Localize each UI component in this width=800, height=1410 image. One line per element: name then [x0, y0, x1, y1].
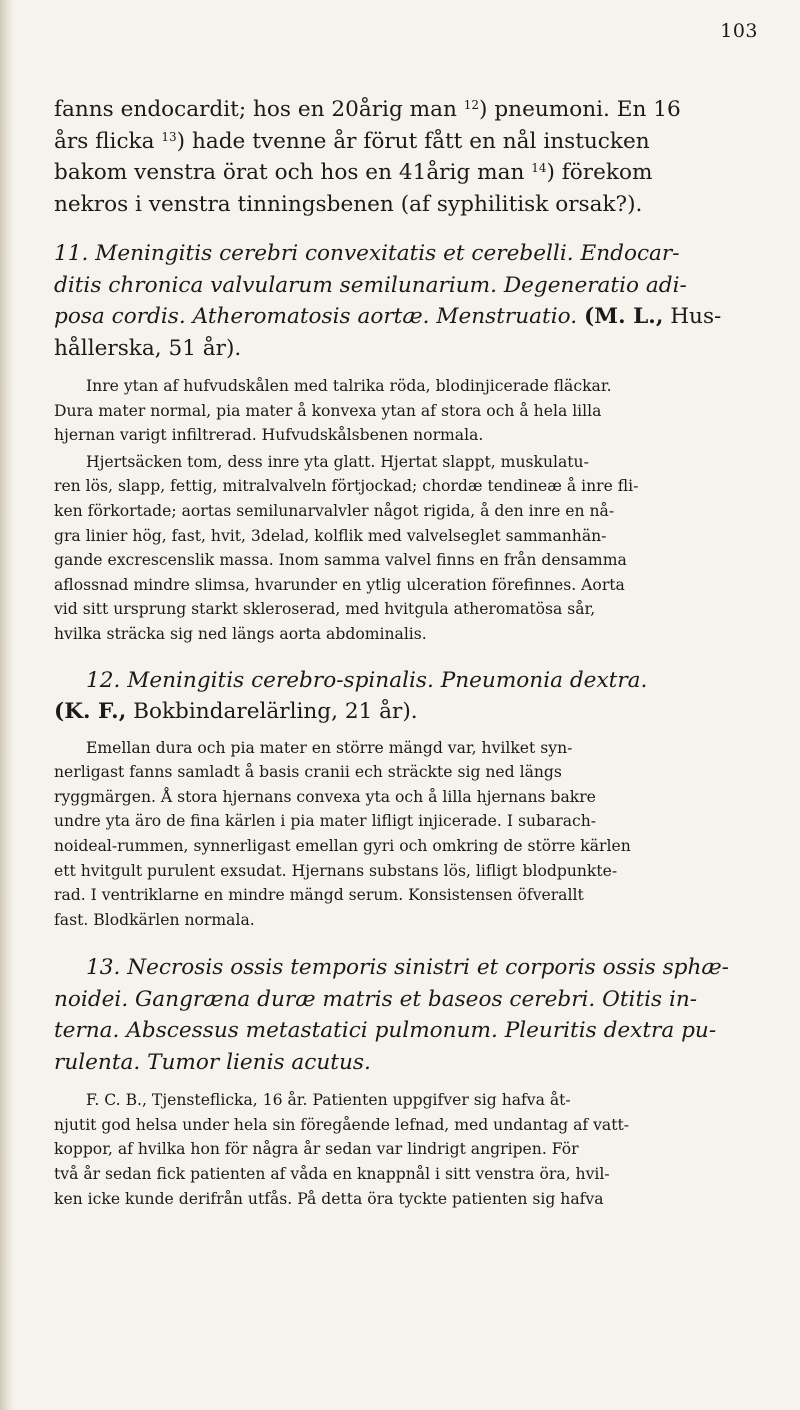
section-11-heart: [54, 450, 760, 647]
section-12-body: [54, 736, 760, 933]
text-line: fast. Blodkärlen normala.: [54, 910, 255, 929]
footnote-ref: 14: [531, 161, 547, 175]
text-line: undre yta äro de fina kärlen i pia mater lifligt injicerade. I subarach-: [54, 812, 597, 831]
text-line: aflossnad mindre slimsa, hvarunder en ytlig ulceration förefinnes. Aorta: [54, 575, 625, 594]
text-line: rad. I ventriklarne en mindre mängd serum. Konsistensen öfverallt: [54, 886, 584, 905]
intro-paragraph: [54, 94, 760, 220]
text-line: gande excrescenslik massa. Inom samma valvel finns en från densamma: [54, 551, 627, 570]
text-line: njutit god helsa under hela sin föregående lefnad, med undantag af vatt-: [54, 1115, 630, 1134]
text-line: ryggmärgen. Å stora hjernans convexa yta och å lilla hjernans bakre: [54, 787, 596, 806]
section-13-body: [54, 1088, 760, 1211]
text-line: ren lös, slapp, fettig, mitralvalveln förtjockad; chordæ tendineæ å inre fli-: [54, 477, 639, 496]
heading-line: 12. Meningitis cerebro-spinalis. Pneumonia dextra.: [86, 667, 648, 693]
heading-line: terna. Abscessus metastatici pulmonum. Pleuritis dextra pu-: [54, 1018, 717, 1044]
patient-line: (K. F., Bokbindarelärling, 21 år).: [54, 699, 418, 725]
footnote-ref: 13: [161, 129, 177, 144]
text-line: års flicka $^{13}$) hade tvenne år förut fått en nål instucken: [54, 128, 650, 154]
text-line: Dura mater normal, pia mater å konvexa ytan af stora och å hela lilla: [54, 401, 602, 420]
heading-line: rulenta. Tumor lienis acutus.: [54, 1049, 371, 1075]
heading-line: posa cordis. Atheromatosis aortæ. Menstruatio. (M. L., Hus-: [54, 304, 722, 329]
section-12-heading: [54, 665, 760, 728]
heading-line: ditis chronica valvularum semilunarium. Degeneratio adi-: [54, 272, 687, 298]
heading-line: noidei. Gangræna duræ matris et baseos cerebri. Otitis in-: [54, 986, 698, 1012]
heading-line: 13. Necrosis ossis temporis sinistri et corporis ossis sphæ-: [86, 955, 729, 981]
section-11-heading: [54, 238, 760, 364]
text-line: Inre ytan af hufvudskålen med talrika röda, blodinjicerade fläckar.: [86, 377, 612, 395]
text-line: nerligast fanns samladt å basis cranii ech sträckte sig ned längs: [54, 763, 562, 782]
text-line: ett hvitgult purulent exsudat. Hjernans substans lös, lifligt blodpunkte-: [54, 861, 618, 880]
text-line: Hjertsäcken tom, dess inre yta glatt. Hjertat slappt, muskulatu-: [86, 452, 589, 471]
text-line: hjernan varigt infiltrerad. Hufvudskålsbenen normala.: [54, 426, 484, 445]
page-body: [54, 94, 760, 1211]
text-line: F. C. B., Tjensteflicka, 16 år. Patienten uppgifver sig hafva åt-: [86, 1091, 571, 1110]
footnote-ref: 12: [463, 98, 480, 112]
patient-initials: (K. F.,: [54, 699, 127, 725]
text-line: gra linier hög, fast, hvit, 3delad, kolflik med valvelseglet sammanhän-: [54, 526, 607, 545]
section-13-heading: [54, 952, 760, 1078]
patient-initials: (M. L.,: [583, 304, 664, 329]
page-number: 103: [720, 20, 758, 42]
patient-line: hållerska, 51 år).: [54, 335, 242, 361]
section-13: [54, 952, 760, 1211]
section-11-skull: [54, 374, 760, 399]
text-line: ken icke kunde derifrån utfås. På detta öra tyckte patienten sig hafva: [54, 1189, 604, 1208]
text-line: koppor, af hvilka hon för några år sedan var lindrigt angripen. För: [54, 1140, 579, 1159]
binding-gutter: [0, 0, 14, 1410]
text-line: ken förkortade; aortas semilunarvalvler något rigida, å den inre en nå-: [54, 501, 615, 520]
heading-line: 11. Meningitis cerebri convexitatis et cerebelli. Endocar-: [54, 241, 680, 266]
text-line: noideal-rummen, synnerligast emellan gyri och omkring de större kärlen: [54, 836, 631, 855]
text-line: fanns endocardit; hos en 20årig man $^{12}$) pneumoni. En 16: [54, 97, 681, 122]
text-line: Emellan dura och pia mater en större mängd var, hvilket syn-: [86, 738, 573, 757]
text-line: bakom venstra örat och hos en 41årig man $^{14}$) förekom: [54, 160, 653, 185]
section-11-skull-cont: [54, 399, 760, 448]
section-11: [54, 238, 760, 647]
text-line: vid sitt ursprung starkt skleroserad, med hvitgula atheromatösa sår,: [54, 600, 596, 619]
section-12: [54, 665, 760, 933]
text-line: nekros i venstra tinningsbenen (af syphilitisk orsak?).: [54, 191, 643, 217]
text-line: två år sedan fick patienten af våda en knappnål i sitt venstra öra, hvil-: [54, 1165, 610, 1184]
text-line: hvilka sträcka sig ned längs aorta abdominalis.: [54, 624, 427, 643]
